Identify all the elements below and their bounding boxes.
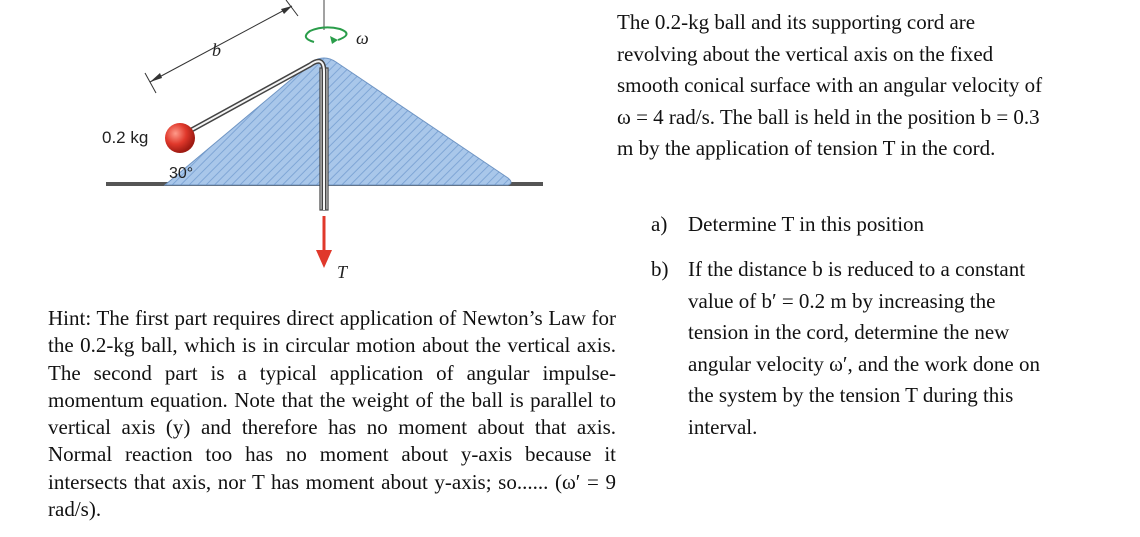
b-label: b — [212, 40, 221, 60]
dimension-line-b — [150, 6, 292, 82]
mass-label: 0.2 kg — [102, 128, 149, 147]
tension-label: T — [337, 262, 348, 282]
part-b — [651, 254, 1051, 444]
part-a-letter: a) — [651, 212, 668, 236]
omega-rotation-arrow — [306, 27, 347, 42]
omega-label: ω — [356, 28, 369, 48]
part-a-text: Determine T in this position — [688, 212, 925, 236]
hint-paragraph: Hint: The first part requires direct application of Newton’s Law for the 0.2-kg ball, which is in circular motion about the vertical axis. The second part is a typical application of angular impulse-momentum equation. Note that the weight of the ball is parallel to vertical axis (y) and therefore has no moment about that axis. Normal reaction too has no moment about y-axis because it intersects that axis, nor T has moment about y-axis; so...... (ω′ = 9 rad/s). — [48, 306, 616, 522]
part-b-letter: b) — [651, 257, 669, 281]
cone-ball-figure — [0, 0, 560, 300]
angle-label: 30° — [169, 165, 194, 182]
conical-surface — [165, 58, 511, 185]
part-b-text: If the distance b is reduced to a constant value of b′ = 0.2 m by increasing the tension in the cord, determine the new angular velocity ω′, and the work done on the system by the tension T during this interval. — [688, 257, 1040, 439]
part-a — [651, 209, 1051, 241]
problem-statement: The 0.2-kg ball and its supporting cord are revolving about the vertical axis on the fixed smooth conical surface with an angular velocity of ω = 4 rad/s. The ball is held in the position b = 0.3 m by the application of tension T in the cord. — [617, 10, 1043, 161]
ball — [165, 123, 195, 153]
